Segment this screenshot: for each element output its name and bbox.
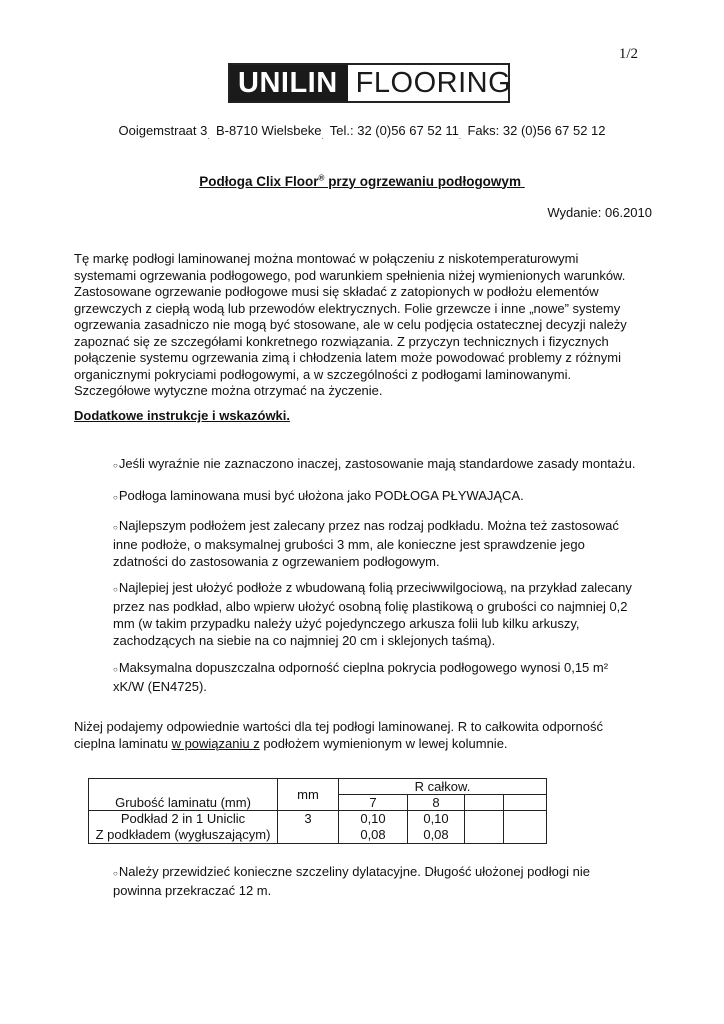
header-mm: mm (278, 779, 339, 811)
r-value: 0,10 (423, 811, 449, 826)
section-heading: Dodatkowe instrukcje i wskazówki. (74, 408, 291, 423)
address-separator: . (207, 133, 210, 141)
underlay-name: Podkład 2 in 1 Uniclic (120, 811, 246, 826)
table-cell-empty (465, 811, 504, 844)
bullet-line: Podłoga laminowana musi być ułożona jako PODŁOGA PŁYWAJĄCA. (118, 488, 524, 503)
title-main: Podłoga Clix Floor (199, 173, 319, 189)
intro-line: zapoznać się ze szczegółami konkretnego rozwiązania. Z przyczyn technicznych i fizycznych (74, 333, 609, 349)
bullet-line: przez nas podkład, albo wpierw ułożyć osobną folię plastikową o grubości co najmniej 0,2 (113, 599, 628, 614)
unilin-flooring-logo (228, 63, 510, 103)
bullet-line: Najlepiej jest ułożyć podłoże z wbudowaną folią przeciwwilgociową, na przykład zalecany (118, 580, 632, 595)
address-separator: . (321, 133, 324, 141)
thermal-resistance-table (88, 778, 547, 844)
address-phone: Tel.: 32 (0)56 67 52 11 (329, 123, 459, 138)
intro-line: Tę markę podłogi laminowanej można montować w połączeniu z niskotemperaturowymi (74, 251, 579, 266)
bullet-item (113, 863, 658, 899)
header-laminate-thickness: Grubość laminatu (mm) (89, 779, 278, 811)
r-value: 0,08 (360, 827, 386, 842)
intro-paragraph (74, 251, 654, 400)
bullet-line: xK/W (EN4725). (113, 679, 207, 694)
bullet-circle-icon: ○ (113, 665, 118, 674)
bullet-line: Najlepszym podłożem jest zalecany przez nas rodzaj podkładu. Można też zastosować (118, 518, 619, 533)
table-intro-line: Niżej podajemy odpowiednie wartości dla tej podłogi laminowanej. R to całkowita odporność (74, 719, 603, 734)
intro-line: ogrzewania zasadniczo nie mogą być stosowane, ale w celu podjęcia ostatecznej decyzji należy (74, 317, 627, 332)
bullet-line: zdatności do zastosowania z ogrzewaniem podłogowym. (113, 554, 440, 569)
logo-flooring: FLOORING (355, 66, 512, 99)
table-cell-r8 (408, 811, 465, 844)
registered-mark: ® (318, 173, 325, 182)
address-street: Ooigemstraat 3 (118, 123, 208, 138)
bullet-circle-icon: ○ (113, 869, 118, 878)
bullet-item (113, 487, 658, 506)
underlay-type: Z podkładem (wygłuszającym) (95, 827, 271, 842)
intro-line: systemami ogrzewania podłogowego, pod warunkiem spełnienia niżej wymienionych warunków. (74, 267, 626, 283)
header-r-total: R całkow. (339, 779, 547, 795)
bullet-circle-icon: ○ (113, 585, 118, 594)
bullet-item (113, 579, 658, 649)
header-r-col (465, 795, 504, 811)
r-value: 0,10 (360, 811, 386, 826)
intro-line: grzewczych z ciepłą wodą lub przewodów elektrycznych. Folie grzewcze i inne „nowe” systemy (74, 300, 621, 316)
bullet-line: Należy przewidzieć konieczne szczeliny dylatacyjne. Długość ułożonej podłogi nie (118, 864, 590, 879)
table-intro-underlined: w powiązaniu z (171, 735, 260, 751)
intro-line: połączenie systemu ogrzewania zimą i chłodzenia latem może powodować problemy z różnymi (74, 350, 621, 365)
bullet-item (113, 455, 658, 474)
bullet-line: inne podłoże, o maksymalnej grubości 3 mm, ale konieczne jest sprawdzenie jego (113, 537, 585, 552)
bullet-line: zachodzących na siebie na co najmniej 20 cm i sklejonych taśmą). (113, 633, 496, 648)
bullet-item (113, 659, 658, 695)
bullet-circle-icon: ○ (113, 523, 118, 532)
bullet-line: powinna przekraczać 12 m. (113, 883, 272, 898)
address-fax: Faks: 32 (0)56 67 52 12 (467, 123, 606, 138)
header-r-col (504, 795, 547, 811)
bullet-line: Jeśli wyraźnie nie zaznaczono inaczej, zastosowanie mają standardowe zasady montażu. (118, 456, 636, 471)
intro-line: organicznymi pokryciami podłogowymi, a w szczególności z podłogami laminowanymi. (74, 366, 572, 382)
logo-unilin: UNILIN (230, 65, 348, 101)
table-cell-underlay (89, 811, 278, 844)
bullet-circle-icon: ○ (113, 461, 118, 470)
table-cell-r7 (339, 811, 408, 844)
address-city: B-8710 Wielsbeke (215, 123, 322, 138)
document-title (0, 173, 724, 189)
title-rest: przy ogrzewaniu podłogowym (324, 173, 521, 189)
header-r-col: 8 (408, 795, 465, 811)
table-cell-empty (504, 811, 547, 844)
table-intro-text: cieplna laminatu (74, 735, 172, 751)
table-cell-mm: 3 (278, 811, 339, 844)
r-value: 0,08 (423, 827, 449, 842)
intro-line: Szczegółowe wytyczne można otrzymać na życzenie. (74, 383, 383, 398)
company-address (0, 123, 724, 141)
edition-date: Wydanie: 06.2010 (547, 205, 652, 220)
table-intro (74, 719, 674, 752)
bullet-line: Maksymalna dopuszczalna odporność cieplna pokrycia podłogowego wynosi 0,15 m² (118, 660, 609, 675)
bullet-line: mm (w takim przypadku należy użyć pojedynczego arkusza folii lub kilku arkuszy, (113, 616, 580, 631)
bullet-circle-icon: ○ (113, 493, 118, 502)
page-number: 1/2 (618, 46, 638, 62)
table-intro-text: podłożem wymienionym w lewej kolumnie. (259, 735, 508, 751)
intro-line: Zastosowane ogrzewanie podłogowe musi się składać z zatopionych w podłożu elementów (74, 284, 599, 299)
header-r-col: 7 (339, 795, 408, 811)
bullet-item (113, 517, 658, 570)
address-separator: . (458, 133, 461, 141)
